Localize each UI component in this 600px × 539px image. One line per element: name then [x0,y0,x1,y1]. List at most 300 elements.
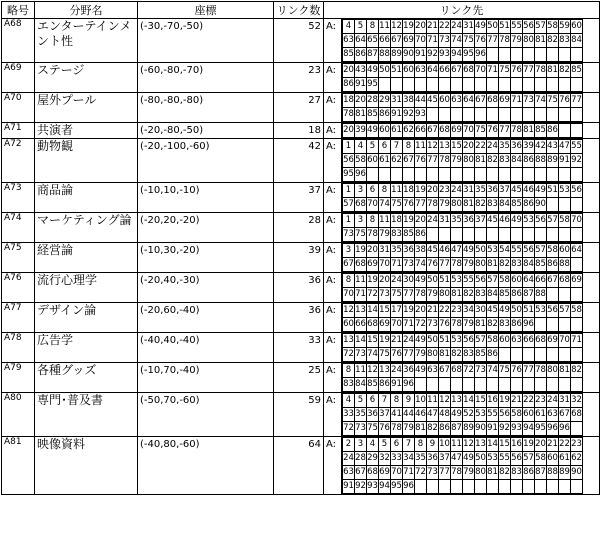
link-cell: 54 [499,244,511,258]
link-grid-row [343,228,583,242]
row-coord: (-20,40,-30) [138,273,274,303]
link-cell: 83 [559,34,571,48]
link-cell: 82 [547,34,559,48]
row-link-count: 37 [274,183,324,213]
row-link-prefix: A: [324,93,342,123]
link-cell: 68 [367,466,379,480]
link-cell: 49 [367,124,379,138]
link-cell: 36 [427,452,439,466]
link-grid-row [343,198,583,212]
link-cell: 24 [391,274,403,288]
link-grid-row [343,364,583,378]
row-coord: (-20,-100,-60) [138,139,274,183]
link-grid-row [343,348,583,362]
link-cell [535,228,547,242]
link-cell [427,108,439,122]
link-cell: 32 [379,452,391,466]
link-cell [571,288,583,302]
link-cell [571,228,583,242]
link-cell [523,348,535,362]
link-grid-row [343,48,583,62]
link-cell: 85 [511,198,523,212]
link-cell: 51 [523,304,535,318]
link-cell: 87 [535,466,547,480]
link-grid-row [343,422,583,436]
link-cell: 72 [343,348,355,362]
link-cell: 13 [379,364,391,378]
link-cell: 68 [355,258,367,272]
table-row [2,273,600,303]
link-cell [571,198,583,212]
link-cell: 64 [523,274,535,288]
row-link-count: 25 [274,363,324,393]
link-cell [535,378,547,392]
row-name: 経営論 [35,243,138,273]
row-link-prefix: A: [324,63,342,93]
row-links [342,19,600,63]
link-cell: 96 [523,318,535,332]
link-cell: 24 [391,364,403,378]
link-cell: 95 [367,78,379,92]
link-cell: 60 [367,154,379,168]
link-cell: 87 [523,288,535,302]
link-cell: 59 [559,20,571,34]
link-grid-row [343,64,583,78]
link-grid [342,243,583,272]
link-cell: 55 [499,452,511,466]
link-cell: 75 [547,94,559,108]
link-cell [475,480,487,494]
link-cell [475,378,487,392]
link-cell: 73 [439,34,451,48]
row-link-prefix: A: [324,19,342,63]
link-cell: 51 [499,20,511,34]
link-cell: 82 [499,466,511,480]
link-cell: 49 [367,64,379,78]
link-cell: 61 [379,154,391,168]
link-cell [487,228,499,242]
link-grid-row [343,274,583,288]
link-cell: 58 [547,244,559,258]
link-cell: 74 [487,364,499,378]
link-cell: 11 [451,438,463,452]
row-name: エンターテインメント性 [35,19,138,63]
link-cell: 35 [391,244,403,258]
link-cell: 76 [427,258,439,272]
link-cell: 53 [451,334,463,348]
link-cell: 51 [547,184,559,198]
row-id: A69 [2,63,35,93]
link-cell: 71 [511,94,523,108]
link-cell: 15 [499,438,511,452]
link-cell: 94 [451,48,463,62]
link-cell: 80 [427,348,439,362]
link-cell: 4 [343,20,355,34]
row-coord: (-40,80,-60) [138,437,274,495]
link-cell: 75 [391,288,403,302]
link-cell: 36 [463,214,475,228]
link-cell: 4 [355,140,367,154]
row-link-prefix: A: [324,243,342,273]
link-cell [439,78,451,92]
link-cell: 56 [535,214,547,228]
link-cell [547,78,559,92]
link-cell: 58 [547,20,559,34]
link-cell: 11 [427,394,439,408]
link-cell: 63 [343,34,355,48]
link-cell: 47 [451,244,463,258]
link-cell: 70 [343,288,355,302]
link-cell: 68 [451,364,463,378]
link-cell: 57 [535,244,547,258]
link-cell [391,78,403,92]
link-cell: 13 [475,438,487,452]
link-cell [499,48,511,62]
row-coord: (-50,70,-60) [138,393,274,437]
link-cell [523,480,535,494]
row-id: A78 [2,333,35,363]
link-cell: 68 [571,408,583,422]
link-cell: 81 [523,124,535,138]
link-cell: 50 [379,64,391,78]
link-cell: 12 [391,20,403,34]
link-cell: 60 [511,274,523,288]
row-link-count: 36 [274,273,324,303]
link-cell: 49 [463,452,475,466]
link-cell: 91 [559,154,571,168]
row-link-prefix: A: [324,303,342,333]
link-cell: 17 [391,304,403,318]
link-cell: 60 [571,20,583,34]
link-cell [559,348,571,362]
link-cell: 70 [559,334,571,348]
link-cell: 84 [511,154,523,168]
link-cell: 68 [487,94,499,108]
link-cell: 70 [391,466,403,480]
link-cell [535,318,547,332]
link-cell: 80 [523,34,535,48]
link-cell: 64 [427,64,439,78]
link-grid-row [343,34,583,48]
link-cell: 83 [463,348,475,362]
link-cell: 57 [343,198,355,212]
link-cell [559,378,571,392]
link-cell: 84 [355,378,367,392]
row-coord: (-10,70,-40) [138,363,274,393]
row-link-count: 28 [274,213,324,243]
table-row [2,243,600,273]
link-cell: 15 [451,140,463,154]
link-cell: 20 [355,94,367,108]
link-cell [499,108,511,122]
link-cell: 46 [523,184,535,198]
row-name: 映像資料 [35,437,138,495]
link-cell: 81 [487,466,499,480]
link-cell [499,480,511,494]
link-cell [451,78,463,92]
link-cell: 73 [403,258,415,272]
link-cell [511,378,523,392]
link-cell: 69 [379,466,391,480]
link-cell: 21 [547,438,559,452]
link-cell: 38 [403,94,415,108]
link-cell: 83 [343,378,355,392]
link-grid-row [343,140,583,154]
link-cell: 4 [367,438,379,452]
link-cell: 5 [355,20,367,34]
link-grid [342,19,583,62]
link-cell: 71 [571,334,583,348]
link-cell: 82 [451,348,463,362]
link-cell: 51 [439,334,451,348]
link-cell: 63 [415,64,427,78]
link-grid [342,333,583,362]
link-grid-row [343,124,583,138]
link-cell: 36 [403,364,415,378]
link-grid-row [343,184,583,198]
link-cell: 86 [343,78,355,92]
link-cell: 35 [451,214,463,228]
link-cell: 19 [523,438,535,452]
row-link-count: 27 [274,93,324,123]
link-cell: 90 [475,422,487,436]
link-cell: 77 [523,64,535,78]
link-cell: 23 [571,438,583,452]
link-cell: 35 [475,184,487,198]
link-cell: 75 [391,198,403,212]
link-cell [511,168,523,182]
link-cell: 35 [415,452,427,466]
link-cell: 49 [451,408,463,422]
header-name: 分野名 [35,2,138,19]
link-cell: 56 [343,154,355,168]
link-cell: 71 [487,64,499,78]
link-cell [367,168,379,182]
link-cell: 50 [475,452,487,466]
link-cell: 58 [487,334,499,348]
row-link-prefix: A: [324,183,342,213]
link-cell [535,168,547,182]
link-cell: 77 [427,154,439,168]
link-cell: 76 [379,422,391,436]
row-name: 流行心理学 [35,273,138,303]
link-cell: 49 [415,274,427,288]
link-cell: 66 [355,318,367,332]
link-cell: 28 [355,452,367,466]
link-cell: 82 [487,154,499,168]
link-cell: 55 [571,140,583,154]
link-cell [379,78,391,92]
link-cell: 19 [403,20,415,34]
link-cell: 22 [439,304,451,318]
link-cell: 90 [403,48,415,62]
link-cell [547,168,559,182]
row-link-count: 59 [274,393,324,437]
link-cell: 96 [403,480,415,494]
link-cell [487,378,499,392]
link-cell: 32 [571,394,583,408]
link-cell: 90 [535,198,547,212]
link-cell [571,378,583,392]
link-cell: 76 [391,348,403,362]
link-cell: 86 [511,288,523,302]
link-cell: 80 [463,154,475,168]
link-grid-row [343,466,583,480]
link-cell: 53 [475,408,487,422]
link-cell: 8 [367,20,379,34]
table-body [2,19,600,495]
link-cell: 39 [355,124,367,138]
link-cell: 6 [367,184,379,198]
link-cell: 11 [415,140,427,154]
link-cell: 78 [535,364,547,378]
link-cell: 33 [343,408,355,422]
link-cell [523,228,535,242]
link-cell: 67 [427,124,439,138]
link-cell [451,168,463,182]
link-cell: 77 [499,124,511,138]
link-cell: 78 [439,154,451,168]
link-cell: 68 [535,334,547,348]
link-cell [487,78,499,92]
link-cell: 46 [415,408,427,422]
link-cell [379,168,391,182]
link-cell: 81 [535,34,547,48]
link-cell: 94 [379,480,391,494]
link-cell: 72 [367,288,379,302]
link-cell: 71 [403,318,415,332]
link-cell: 66 [535,274,547,288]
link-cell [547,348,559,362]
link-cell: 70 [475,64,487,78]
link-cell: 85 [343,48,355,62]
row-link-count: 42 [274,139,324,183]
link-cell: 49 [415,334,427,348]
link-cell: 7 [391,140,403,154]
link-cell: 83 [511,258,523,272]
link-cell: 79 [451,154,463,168]
link-cell: 24 [403,334,415,348]
link-cell: 56 [523,20,535,34]
link-cell: 11 [379,214,391,228]
link-cell [523,48,535,62]
link-cell: 85 [535,124,547,138]
link-cell: 71 [355,288,367,302]
link-cell: 69 [451,124,463,138]
row-links [342,303,600,333]
link-cell: 6 [379,140,391,154]
link-cell: 86 [439,422,451,436]
row-id: A70 [2,93,35,123]
link-cell: 3 [355,184,367,198]
link-cell: 57 [559,304,571,318]
row-links [342,213,600,243]
link-grid-row [343,258,583,272]
link-cell: 74 [451,34,463,48]
link-cell: 73 [523,94,535,108]
link-cell: 76 [511,364,523,378]
table-row [2,139,600,183]
link-cell: 78 [535,64,547,78]
link-cell: 73 [355,422,367,436]
link-cell [559,198,571,212]
link-cell: 49 [511,214,523,228]
link-cell: 65 [367,34,379,48]
row-coord: (-30,-70,-50) [138,19,274,63]
row-links [342,139,600,183]
link-table [1,1,600,495]
link-cell: 45 [487,214,499,228]
link-cell [559,228,571,242]
link-cell: 19 [415,184,427,198]
link-grid-row [343,168,583,182]
link-cell: 20 [463,140,475,154]
link-cell: 82 [487,318,499,332]
link-cell: 81 [475,154,487,168]
link-cell: 22 [439,20,451,34]
link-cell: 60 [403,64,415,78]
link-cell: 53 [451,274,463,288]
link-cell: 73 [427,466,439,480]
link-cell: 10 [415,394,427,408]
link-cell [559,288,571,302]
link-cell: 62 [403,124,415,138]
row-coord: (-20,20,-20) [138,213,274,243]
link-cell: 20 [415,304,427,318]
link-cell: 36 [487,184,499,198]
link-cell: 74 [415,258,427,272]
link-cell: 60 [559,244,571,258]
link-cell [559,318,571,332]
link-cell: 67 [475,94,487,108]
row-link-prefix: A: [324,437,342,495]
link-cell: 72 [463,364,475,378]
link-cell: 63 [547,408,559,422]
link-cell: 2 [343,438,355,452]
link-cell: 93 [415,108,427,122]
table-row [2,393,600,437]
link-cell: 24 [547,394,559,408]
row-link-count: 36 [274,303,324,333]
link-cell: 73 [343,228,355,242]
link-cell [463,108,475,122]
link-cell: 24 [427,214,439,228]
link-grid [342,393,583,436]
link-cell: 12 [367,364,379,378]
link-cell: 60 [439,94,451,108]
row-link-count: 39 [274,243,324,273]
link-cell: 20 [415,20,427,34]
link-grid-row [343,480,583,494]
link-cell: 20 [535,438,547,452]
link-cell: 19 [367,274,379,288]
link-cell [547,48,559,62]
row-name: 広告学 [35,333,138,363]
link-cell [523,108,535,122]
link-cell: 60 [499,334,511,348]
link-cell: 64 [571,244,583,258]
row-links [342,273,600,303]
link-cell: 79 [403,422,415,436]
link-cell: 4 [343,394,355,408]
row-name: 各種グッズ [35,363,138,393]
link-cell: 53 [559,184,571,198]
link-cell [511,48,523,62]
link-cell: 94 [523,422,535,436]
row-id: A81 [2,437,35,495]
link-cell: 92 [403,108,415,122]
link-cell: 72 [415,318,427,332]
